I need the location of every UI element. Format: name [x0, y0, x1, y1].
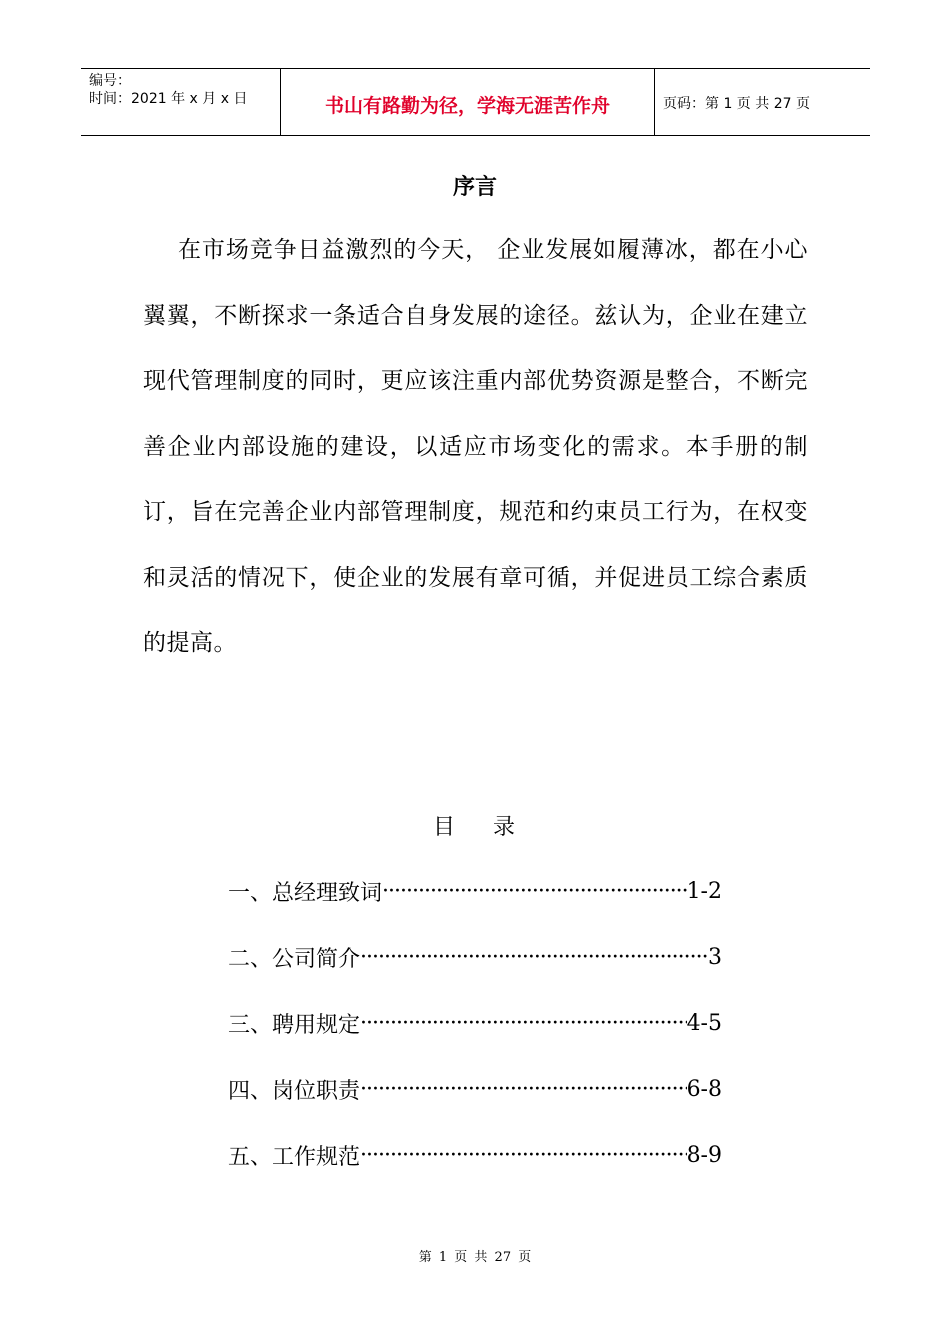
- page-header: [81, 68, 870, 136]
- toc-item-label: 五、工作规范: [228, 1144, 361, 1170]
- toc-item-label: 四、岗位职责: [228, 1078, 361, 1104]
- toc-item-page: 6-8: [686, 1076, 722, 1102]
- toc-item[interactable]: [228, 924, 722, 990]
- toc-item-page: 1-2: [686, 878, 722, 904]
- preface-body: 在市场竞争日益激烈的今天， 企业发展如履薄冰，都在小心翼翼，不断探求一条适合自身发展的途径。兹认为，企业在建立现代管理制度的同时，更应该注重内部优势资源是整合，不断完善企业内部设施的建设，以适应市场变化的需求。本手册的制订，旨在完善企业内部管理制度，规范和约束员工行为，在权变和灵活的情况下，使企业的发展有章可循，并促进员工综合素质的提高。: [143, 237, 808, 656]
- toc-item[interactable]: [228, 990, 722, 1056]
- toc-leader-dots: [382, 879, 687, 904]
- toc-leader-dots: [360, 945, 708, 970]
- toc-item-label: 一、总经理致词: [228, 880, 383, 906]
- toc-item-page: 8-9: [686, 1142, 722, 1168]
- toc-leader-dots: [360, 1077, 687, 1102]
- toc-item-page: 3: [708, 944, 722, 970]
- document-time: 时间：2021 年 x 月 x 日: [89, 91, 248, 107]
- toc-leader-dots: [360, 1143, 687, 1168]
- page-footer: 第 1 页 共 27 页: [418, 1250, 532, 1265]
- header-motto: 书山有路勤为径，学海无涯苦作舟: [281, 69, 655, 135]
- toc-item-label: 三、聘用规定: [228, 1012, 361, 1038]
- table-of-contents: [228, 858, 722, 1188]
- toc-title: 目 录: [433, 815, 517, 840]
- toc-item[interactable]: [228, 1122, 722, 1188]
- toc-item[interactable]: [228, 858, 722, 924]
- toc-item-label: 二、公司简介: [228, 946, 361, 972]
- toc-item[interactable]: [228, 1056, 722, 1122]
- document-number: 编号：: [89, 73, 131, 89]
- preface-title: 序言: [452, 175, 497, 200]
- toc-item-page: 4-5: [686, 1010, 722, 1036]
- header-meta: [81, 69, 281, 135]
- header-page-info: 页码：第 1 页 共 27 页: [663, 96, 810, 112]
- toc-leader-dots: [360, 1011, 687, 1036]
